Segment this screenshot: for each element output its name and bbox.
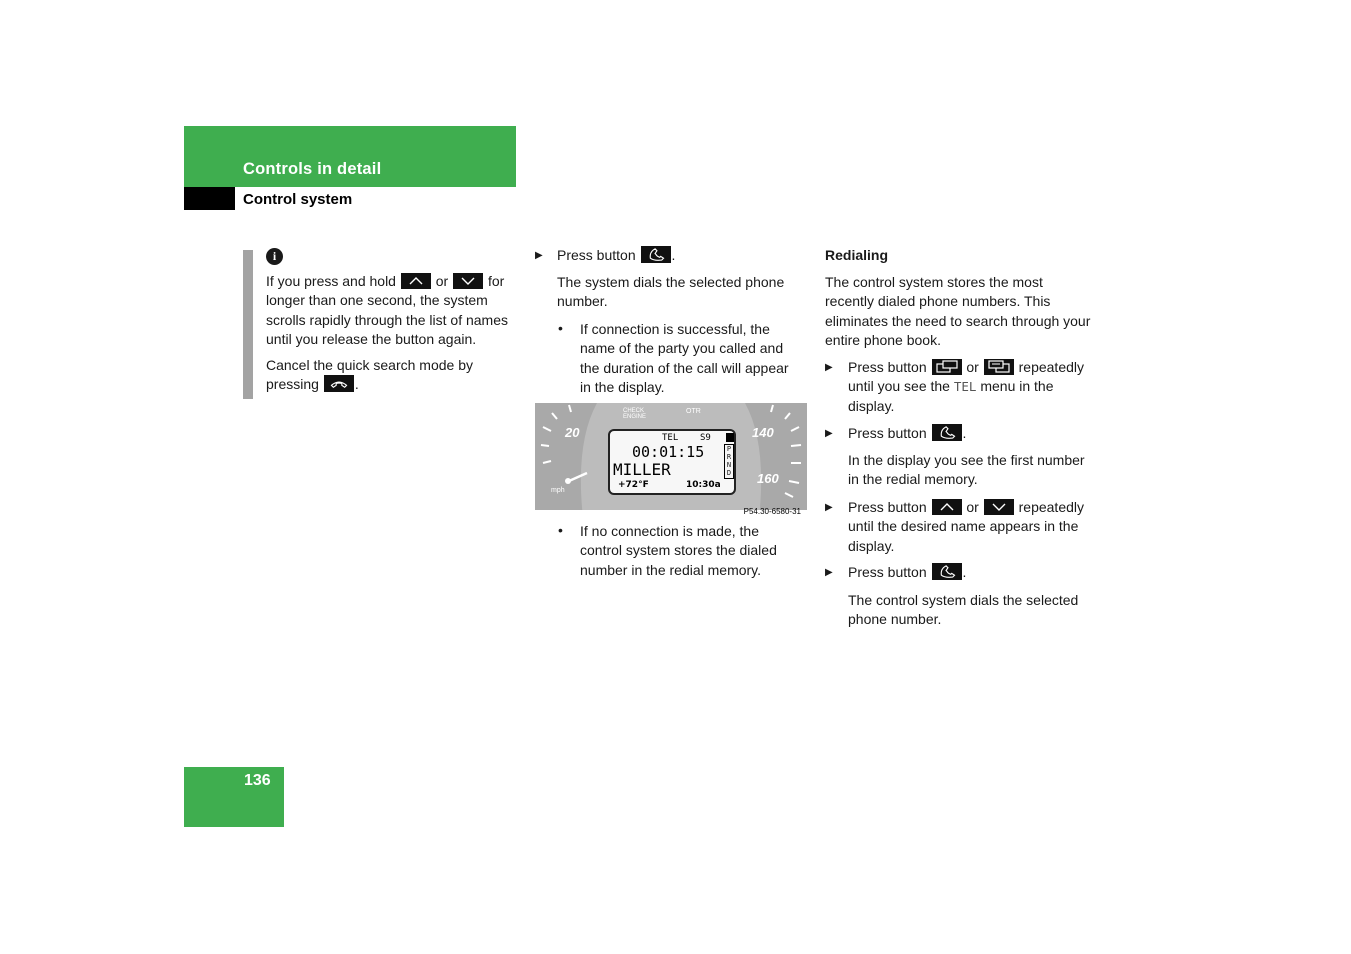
display-menu: TEL (662, 433, 679, 443)
scroll-down-button-icon (453, 273, 483, 289)
send-call-button-icon (932, 424, 962, 441)
check-engine-label: CHECK ENGINE (623, 408, 647, 420)
step-arrow-icon: ▶ (825, 362, 833, 373)
step-arrow-icon: ▶ (825, 567, 833, 578)
step-arrow-icon: ▶ (825, 428, 833, 439)
send-call-button-icon (932, 563, 962, 580)
info-icon: i (266, 248, 283, 265)
send-call-button-icon (641, 246, 671, 263)
step-final-result: The control system dials the selected phone number. (848, 592, 1079, 628)
step-press-send-redial: Press button . (848, 425, 967, 441)
display-clock: 10:30a (686, 480, 721, 490)
note-paragraph-2: Cancel the quick search mode by pressing . (266, 357, 473, 393)
redialing-intro: The control system stores the most recently dialed phone numbers. This eliminates the need to search through your entire phone book. (825, 274, 1091, 348)
menu-next-button-icon (984, 359, 1014, 375)
step-press-send: Press button . (557, 247, 676, 263)
section-title: Controls in detail (243, 160, 382, 178)
display-caller-name: MILLER (613, 460, 671, 479)
scroll-up-button-icon (932, 499, 962, 515)
step-result: The system dials the selected phone number. (557, 274, 785, 310)
instrument-cluster-image (535, 403, 807, 518)
step-select-tel-menu: Press button or repeatedly until you see the TEL menu in the display. (848, 359, 1085, 414)
speed-unit: mph (551, 487, 565, 494)
speed-label-140: 140 (752, 425, 774, 440)
subsection-marker (184, 187, 235, 210)
subsection-title: Control system (243, 191, 353, 208)
redialing-heading: Redialing (825, 247, 889, 263)
bullet-dot: • (558, 320, 563, 336)
step-redial-result: In the display you see the first number in the redial memory. (848, 452, 1085, 488)
bullet-connection-success: If connection is successful, the name of the party you called and the duration of the call will appear in the display. (580, 321, 789, 395)
step-press-send-final: Press button . (848, 564, 967, 580)
otr-label: OTR (686, 408, 701, 415)
scroll-down-button-icon (984, 499, 1014, 515)
speed-label-20: 20 (565, 425, 580, 440)
image-reference: P54.30-6580-31 (743, 507, 801, 516)
note-sidebar-bar (243, 250, 253, 399)
tel-menu-label: TEL (953, 379, 977, 395)
page-number: 136 (244, 772, 271, 789)
scroll-up-button-icon (401, 273, 431, 289)
signal-block (726, 433, 734, 442)
display-temperature: +72°F (618, 480, 649, 490)
menu-prev-button-icon (932, 359, 962, 375)
bullet-dot: • (558, 522, 563, 538)
display-signal: S9 (700, 433, 711, 443)
step-scroll-names: Press button or repeatedly until the desired name appears in the display. (848, 499, 1085, 554)
multifunction-display (608, 429, 736, 495)
step-arrow-icon: ▶ (535, 250, 543, 261)
gear-indicator: P R N D (724, 444, 734, 479)
display-call-duration: 00:01:15 (632, 443, 705, 461)
step-arrow-icon: ▶ (825, 502, 833, 513)
bullet-connection-failed: If no connection is made, the control system stores the dialed number in the redial memory. (580, 523, 777, 578)
end-call-button-icon (324, 375, 354, 392)
note-paragraph-1: If you press and hold or for longer than one second, the system scrolls rapidly through the list of names until you release the button again. (266, 273, 508, 347)
speed-label-160: 160 (757, 471, 779, 486)
